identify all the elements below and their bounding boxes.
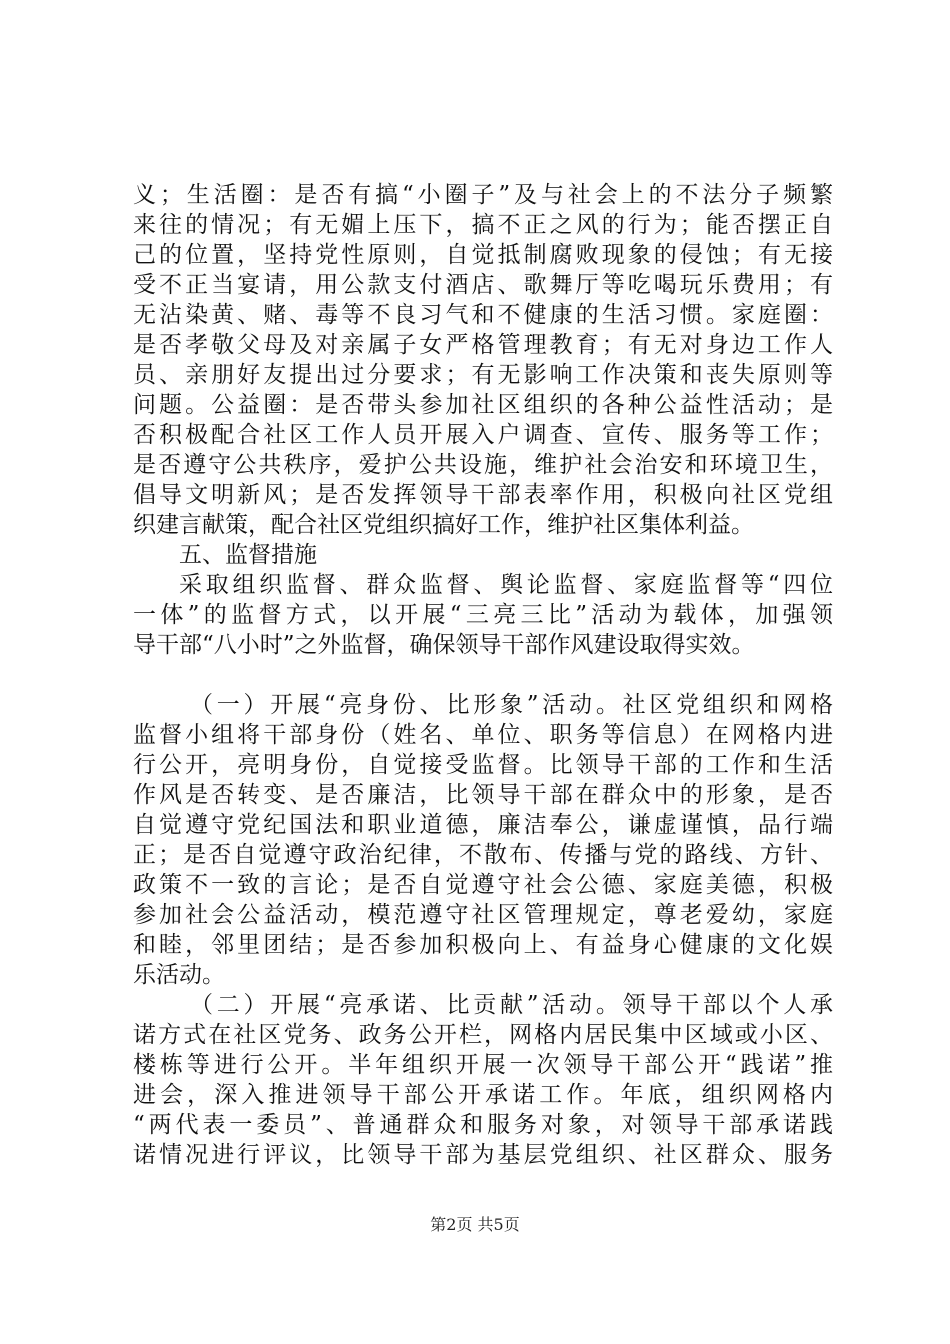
text-line: 作风是否转变、是否廉洁，比领导干部在群众中的形象，是否 [133,782,833,808]
text-line: 来往的情况；有无媚上压下，搞不正之风的行为；能否摆正自 [133,212,833,238]
text-line: 受不正当宴请，用公款支付酒店、歌舞厅等吃喝玩乐费用；有 [133,272,833,298]
text-line: 正；是否自觉遵守政治纪律，不散布、传播与党的路线、方针、 [133,842,833,868]
text-line: 政策不一致的言论；是否自觉遵守社会公德、家庭美德，积极 [133,872,833,898]
text-line: 义；生活圈：是否有搞“小圈子”及与社会上的不法分子频繁 [133,182,833,208]
text-line: 倡导文明新风；是否发挥领导干部表率作用，积极向社区党组 [133,482,833,508]
text-line: 己的位置，坚持党性原则，自觉抵制腐败现象的侵蚀；有无接 [133,242,833,268]
text-line: （一）开展“亮身份、比形象”活动。社区党组织和网格 [190,692,833,718]
text-line: 和睦，邻里团结；是否参加积极向上、有益身心健康的文化娱 [133,932,833,958]
text-line: 诺方式在社区党务、政务公开栏，网格内居民集中区域或小区、 [133,1022,833,1048]
text-line: 采取组织监督、群众监督、舆论监督、家庭监督等“四位 [179,572,833,598]
text-line: 行公开，亮明身份，自觉接受监督。比领导干部的工作和生活 [133,752,833,778]
section-heading: 五、监督措施 [179,542,317,568]
text-line: 导干部“八小时”之外监督，确保领导干部作风建设取得实效。 [133,632,755,658]
text-line: 诺情况进行评议，比领导干部为基层党组织、社区群众、服务 [133,1142,833,1168]
paragraph-gap [133,660,833,690]
text-line: 自觉遵守党纪国法和职业道德，廉洁奉公，谦虚谨慎，品行端 [133,812,833,838]
text-line: 无沾染黄、赌、毒等不良习气和不健康的生活习惯。家庭圈： [133,302,833,328]
text-line: 问题。公益圈：是否带头参加社区组织的各种公益性活动；是 [133,392,833,418]
text-line: 是否孝敬父母及对亲属子女严格管理教育；有无对身边工作人 [133,332,833,358]
text-line: 楼栋等进行公开。半年组织开展一次领导干部公开“践诺”推 [133,1052,833,1078]
text-line: 员、亲朋好友提出过分要求；有无影响工作决策和丧失原则等 [133,362,833,388]
document-body [133,180,833,1170]
text-line: 是否遵守公共秩序，爱护公共设施，维护社会治安和环境卫生， [133,452,833,478]
text-line: 监督小组将干部身份（姓名、单位、职务等信息）在网格内进 [133,722,833,748]
text-line: 织建言献策，配合社区党组织搞好工作，维护社区集体利益。 [133,512,754,538]
text-line: 乐活动。 [133,962,225,988]
text-line: 参加社会公益活动，模范遵守社区管理规定，尊老爱幼，家庭 [133,902,833,928]
text-line: 一体”的监督方式，以开展“三亮三比”活动为载体，加强领 [133,602,833,628]
text-line: （二）开展“亮承诺、比贡献”活动。领导干部以个人承 [190,992,833,1018]
text-line: 进会，深入推进领导干部公开承诺工作。年底，组织网格内 [133,1082,833,1108]
text-line: “两代表一委员”、普通群众和服务对象，对领导干部承诺践 [133,1112,833,1138]
text-line: 否积极配合社区工作人员开展入户调查、宣传、服务等工作； [133,422,833,448]
page-number-footer: 第2页 共5页 [430,1215,520,1234]
